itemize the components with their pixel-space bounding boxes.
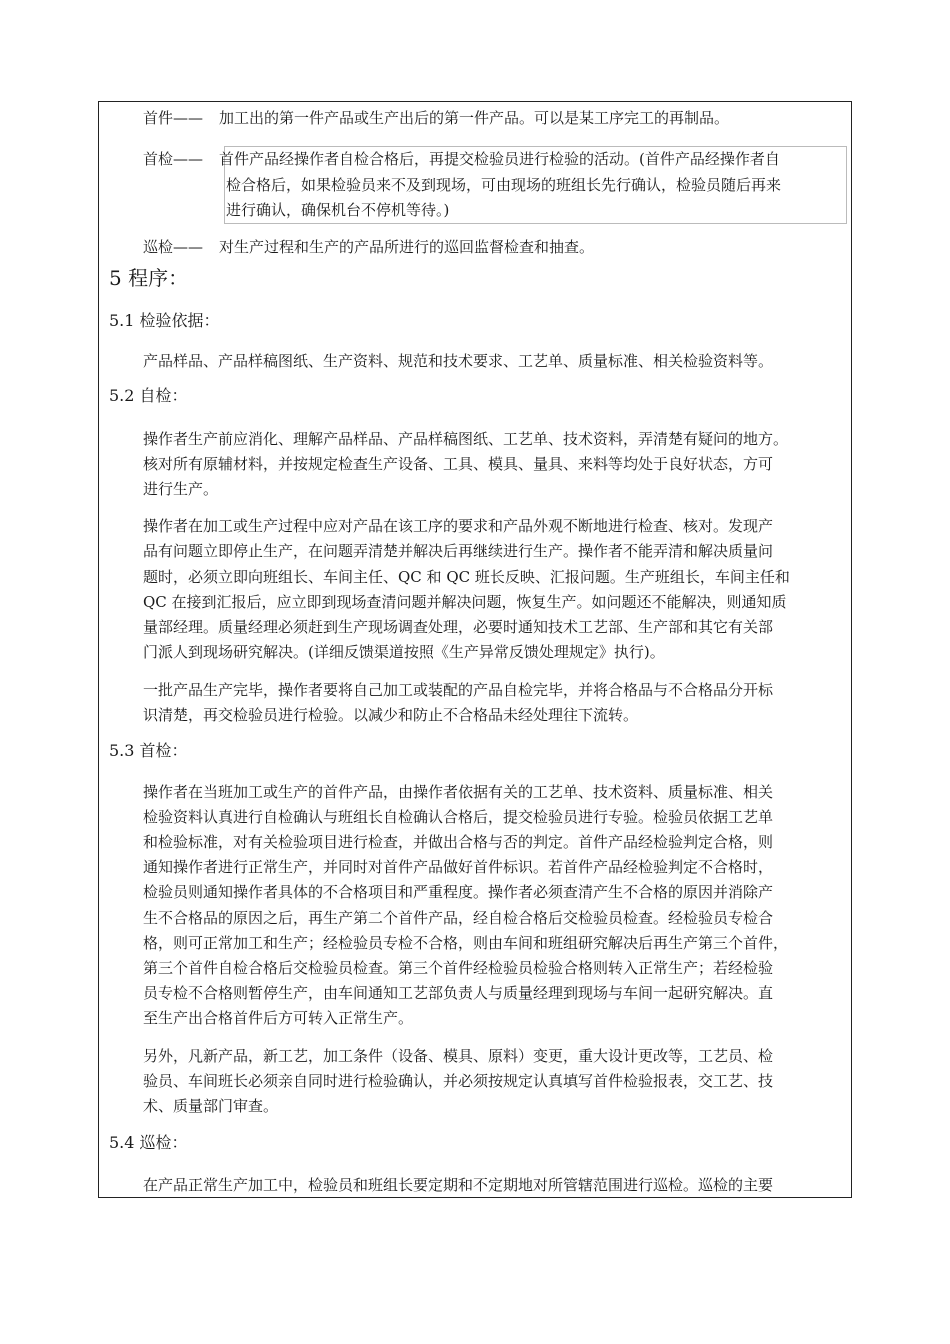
- s52-p3-line-2: 识清楚，再交检验员进行检验。以减少和防止不合格品未经处理往下流转。: [143, 706, 639, 724]
- s52-p2-line-4: QC 在接到汇报后，应立即到现场查清问题并解决问题，恢复生产。如问题还不能解决，则通知质: [143, 593, 787, 611]
- def-term-first-piece: 首件——: [143, 109, 204, 127]
- s53-p2-line-1: 另外，凡新产品，新工艺，加工条件（设备、模具、原料）变更，重大设计更改等，工艺员、检: [143, 1047, 774, 1065]
- s52-p1-line-3: 进行生产。: [143, 480, 219, 498]
- s52-p2-line-6: 门派人到现场研究解决。(详细反馈渠道按照《生产异常反馈处理规定》执行)。: [143, 643, 665, 661]
- section-5-heading: 5 程序：: [109, 266, 189, 290]
- s53-p1-line-3: 和检验标准，对有关检验项目进行检查，并做出合格与否的判定。首件产品经检验判定合格，则: [143, 833, 774, 851]
- s53-p1-line-8: 第三个首件自检合格后交检验员检查。第三个首件经检验员检验合格则转入正常生产；若经检验: [143, 959, 774, 977]
- section-5-3-heading: 5.3 首检：: [109, 741, 188, 760]
- def-text-first-inspection-2: 检合格后，如果检验员来不及到现场，可由现场的班组长先行确认，检验员随后再来: [226, 176, 782, 194]
- s51-p1-line-1: 产品样品、产品样稿图纸、生产资料、规范和技术要求、工艺单、质量标准、相关检验资料等。: [143, 352, 774, 370]
- s53-p1-line-5: 检验员则通知操作者具体的不合格项目和严重程度。操作者必须查清产生不合格的原因并消除产: [143, 883, 774, 901]
- def-text-patrol: 对生产过程和生产的产品所进行的巡回监督检查和抽查。: [219, 238, 595, 256]
- s53-p1-line-6: 生不合格品的原因之后，再生产第二个首件产品，经自检合格后交检验员检查。经检验员专检合: [143, 909, 774, 927]
- s53-p1-line-7: 格，则可正常加工和生产；经检验员专检不合格，则由车间和班组研究解决后再生产第三个首件，: [143, 934, 789, 952]
- s54-p1-line-1: 在产品正常生产加工中，检验员和班组长要定期和不定期地对所管辖范围进行巡检。巡检的主要: [143, 1176, 774, 1194]
- s53-p2-line-3: 术、质量部门审查。: [143, 1097, 279, 1115]
- def-text-first-piece: 加工出的第一件产品或生产出后的第一件产品。可以是某工序完工的再制品。: [219, 109, 730, 127]
- s52-p3-line-1: 一批产品生产完毕，操作者要将自己加工或装配的产品自检完毕，并将合格品与不合格品分开标: [143, 681, 774, 699]
- s53-p1-line-2: 检验资料认真进行自检确认与班组长自检确认合格后，提交检验员进行专验。检验员依据工艺单: [143, 808, 774, 826]
- def-term-first-inspection: 首检——: [143, 150, 204, 168]
- s52-p2-line-1: 操作者在加工或生产过程中应对产品在该工序的要求和产品外观不断地进行检查、核对。发现产: [143, 517, 774, 535]
- s53-p1-line-10: 至生产出合格首件后方可转入正常生产。: [143, 1009, 414, 1027]
- document-frame: [98, 101, 852, 1198]
- s52-p1-line-2: 核对所有原辅材料，并按规定检查生产设备、工具、模具、量具、来料等均处于良好状态，方可: [143, 455, 774, 473]
- s53-p1-line-4: 通知操作者进行正常生产，并同时对首件产品做好首件标识。若首件产品经检验判定不合格时，: [143, 858, 774, 876]
- section-5-2-heading: 5.2 自检：: [109, 386, 188, 405]
- s53-p2-line-2: 验员、车间班长必须亲自同时进行检验确认，并必须按规定认真填写首件检验报表，交工艺、技: [143, 1072, 774, 1090]
- s52-p2-line-2: 品有问题立即停止生产，在问题弄清楚并解决后再继续进行生产。操作者不能弄清和解决质量问: [143, 542, 774, 560]
- def-text-first-inspection-3: 进行确认，确保机台不停机等待。): [226, 201, 450, 219]
- s52-p1-line-1: 操作者生产前应消化、理解产品样品、产品样稿图纸、工艺单、技术资料，弄清楚有疑问的地方。: [143, 430, 789, 448]
- s53-p1-line-9: 员专检不合格则暂停生产，由车间通知工艺部负责人与质量经理到现场与车间一起研究解决。直: [143, 984, 774, 1002]
- s53-p1-line-1: 操作者在当班加工或生产的首件产品，由操作者依据有关的工艺单、技术资料、质量标准、相关: [143, 783, 774, 801]
- def-text-first-inspection-1: 首件产品经操作者自检合格后，再提交检验员进行检验的活动。(首件产品经操作者自: [219, 150, 780, 168]
- section-5-1-heading: 5.1 检验依据：: [109, 311, 220, 330]
- def-term-patrol: 巡检——: [143, 238, 204, 256]
- section-5-4-heading: 5.4 巡检：: [109, 1133, 188, 1152]
- s52-p2-line-5: 量部经理。质量经理必须赶到生产现场调查处理，必要时通知技术工艺部、生产部和其它有关部: [143, 618, 774, 636]
- s52-p2-line-3: 题时，必须立即向班组长、车间主任、QC 和 QC 班长反映、汇报问题。生产班组长，车间主任和: [143, 568, 790, 586]
